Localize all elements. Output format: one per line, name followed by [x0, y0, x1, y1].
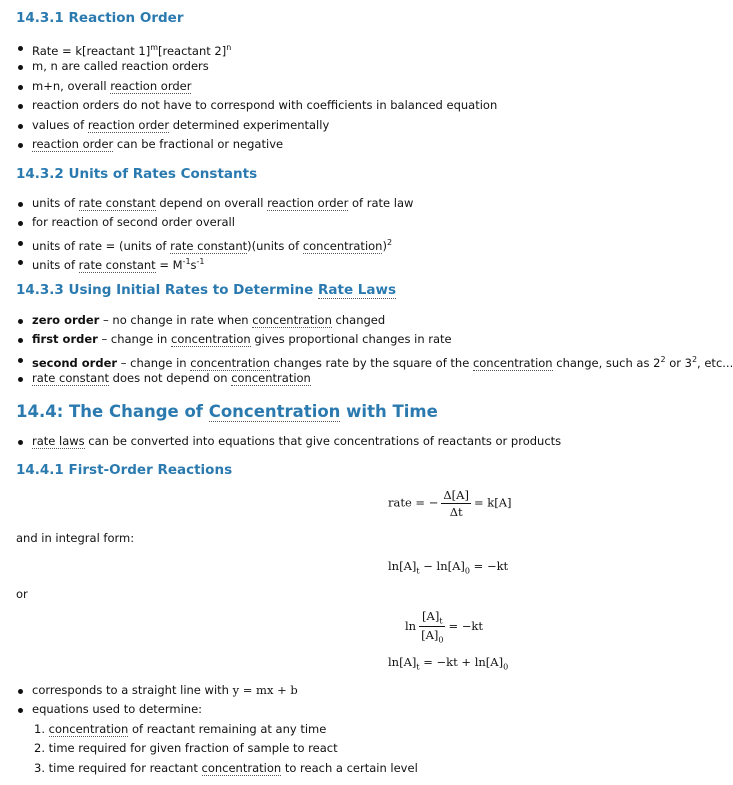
glossary-link-concentration[interactable]: Concentration: [208, 402, 341, 421]
determination-list: [34, 720, 418, 778]
list-item: for reaction of second order overall: [16, 213, 413, 232]
section-title-units-rate-constants: 14.3.2 Units of Rates Constants: [16, 166, 258, 182]
list-item: second order – change in concentration changes rate by the square of the concentration change, such as $2^2$ or $3^2$, etc...: [16, 350, 733, 369]
delta-fraction: $\frac{\Delta[A]}{\Delta t}$: [443, 488, 469, 519]
ratio-fraction: $\frac{[A]_t}{[A]_0}$: [421, 609, 444, 645]
list-item: reaction order can be fractional or negative: [16, 135, 497, 154]
list-item: units of rate = (units of rate constant)(units of concentration)$^2$: [16, 233, 413, 252]
glossary-link-concentration[interactable]: concentration: [472, 355, 553, 370]
list-item: zero order – no change in rate when concentration changed: [16, 311, 733, 330]
glossary-link-concentration[interactable]: concentration: [190, 355, 270, 370]
glossary-link-concentration[interactable]: concentration: [201, 760, 282, 775]
glossary-link-concentration[interactable]: concentration: [48, 722, 129, 736]
glossary-link-rate-laws[interactable]: Rate Laws: [317, 282, 397, 298]
linear-form-equation: $\ln[A]_t = -kt + \ln[A]_0$: [388, 655, 509, 672]
list-item: rate constant does not depend on concentration: [16, 369, 733, 388]
rate-equation: rate = − $\frac{\Delta[A]}{\Delta t}$ = k[A]: [388, 488, 512, 519]
glossary-link-concentration[interactable]: concentration: [302, 238, 383, 253]
or-label: or: [16, 587, 28, 601]
log-ratio-equation: ln $\frac{[A]_t}{[A]_0}$ = −kt: [405, 609, 483, 645]
glossary-link-rate-constant[interactable]: rate constant: [78, 196, 156, 210]
section-title-change-of-concentration: 14.4: The Change of Concentration with Time: [16, 402, 438, 421]
glossary-link-reaction-order[interactable]: reaction order: [267, 196, 349, 210]
list-item: units of rate constant depend on overall reaction order of rate law: [16, 194, 413, 213]
list-item: equations used to determine:: [16, 700, 298, 719]
list-item: first order – change in concentration gives proportional changes in rate: [16, 330, 733, 349]
section-title-reaction-order: 14.3.1 Reaction Order: [16, 10, 184, 26]
glossary-link-concentration[interactable]: concentration: [171, 332, 251, 347]
glossary-link-reaction-order[interactable]: reaction order: [32, 136, 114, 151]
list-item: m, n are called reaction orders: [16, 57, 497, 76]
list-item: reaction orders do not have to correspond with coefficients in balanced equation: [16, 96, 497, 115]
integrated-rate-equation: $\ln[A]_t - \ln[A]_0 = -kt$: [388, 559, 509, 576]
list-item: units of rate constant = $M^{-1}s^{-1}$: [16, 252, 413, 271]
list-item: Rate = k[reactant 1]$^m$[reactant 2]$^n$: [16, 38, 497, 57]
section-title-first-order-reactions: 14.4.1 First-Order Reactions: [16, 462, 233, 478]
list-item: m+n, overall reaction order: [16, 77, 497, 96]
glossary-link-rate-constant[interactable]: rate constant: [32, 371, 110, 386]
list-item: 3. time required for reactant concentration to reach a certain level: [34, 760, 418, 775]
integral-form-label: and in integral form:: [16, 531, 135, 545]
initial-rates-list: [16, 311, 733, 389]
list-item: corresponds to a straight line with y = mx + b: [16, 681, 298, 700]
list-item: 2. time required for given fraction of sample to react: [34, 741, 338, 756]
glossary-link-rate-constant[interactable]: rate constant: [78, 258, 156, 272]
section-title-initial-rates: 14.3.3 Using Initial Rates to Determine Rate Laws: [16, 282, 397, 298]
glossary-link-reaction-order[interactable]: reaction order: [110, 78, 192, 93]
change-concentration-list: [16, 432, 561, 451]
first-order-list: [16, 681, 298, 720]
list-item: 1. concentration of reactant remaining at any time: [34, 722, 327, 736]
glossary-link-concentration[interactable]: concentration: [252, 313, 332, 327]
glossary-link-concentration[interactable]: concentration: [231, 371, 311, 386]
reaction-order-list: [16, 38, 497, 154]
list-item: rate laws can be converted into equations that give concentrations of reactants or products: [16, 432, 561, 451]
list-item: values of reaction order determined experimentally: [16, 116, 497, 135]
units-list: [16, 194, 413, 272]
glossary-link-reaction-order[interactable]: reaction order: [87, 117, 170, 132]
glossary-link-rate-constant[interactable]: rate constant: [170, 238, 248, 253]
glossary-link-rate-laws[interactable]: rate laws: [32, 434, 85, 448]
